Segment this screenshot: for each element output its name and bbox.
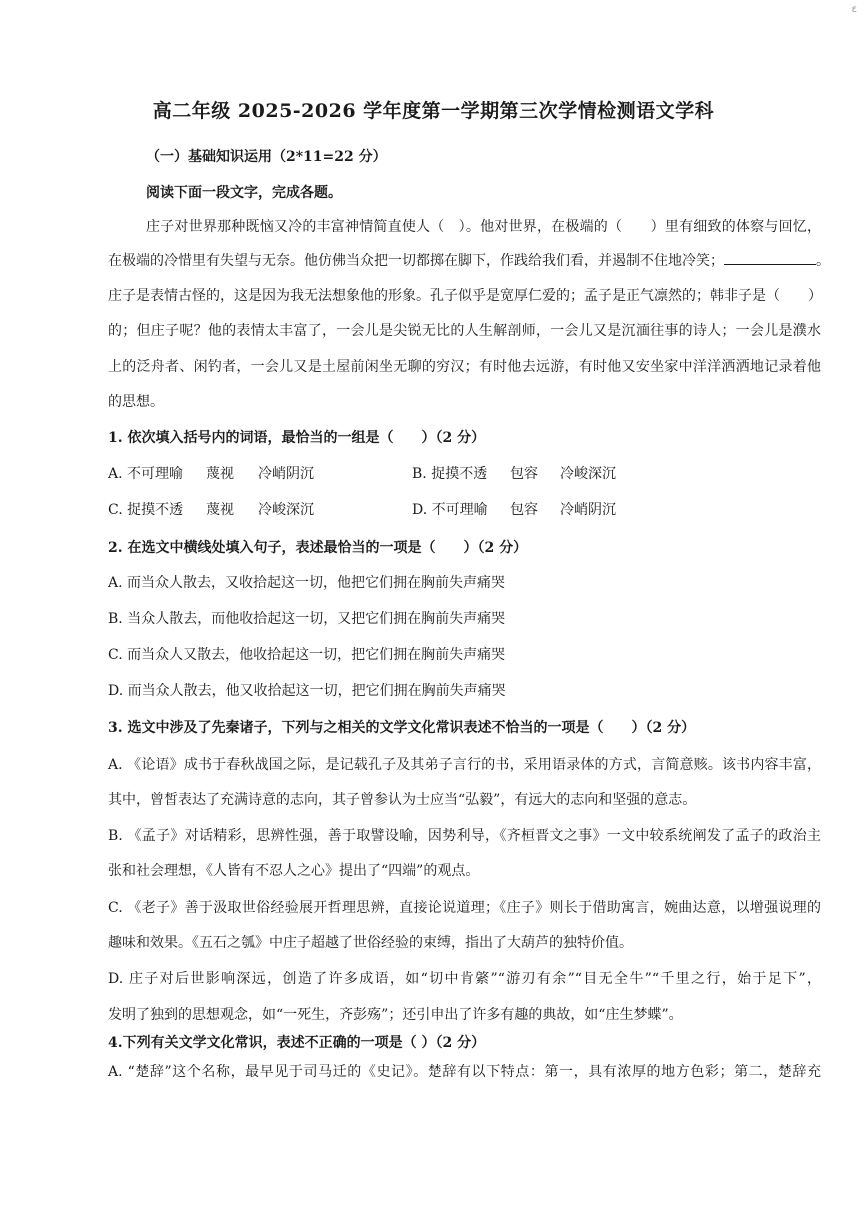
q3-option-a-line1: A. 《论语》成书于春秋战国之际，是记载孔子及其弟子言行的书，采用语录体的方式，言简意赅。该书内容丰富，: [108, 757, 821, 773]
q1-c-word3: 冷峻深沉: [258, 502, 314, 518]
reading-instruction: 阅读下面一段文字，完成各题。: [146, 185, 342, 201]
q1-a-word3: 冷峭阴沉: [258, 466, 314, 482]
q1-b-word3: 冷峻深沉: [560, 466, 616, 482]
q2-option-a: A. 而当众人散去，又收拾起这一切，他把它们拥在胸前失声痛哭: [108, 575, 506, 591]
q1-c-word1: C. 捉摸不透: [108, 502, 184, 518]
q1-a-word1: A. 不可理喻: [108, 466, 184, 482]
q1-a-word2: 蔑视: [206, 466, 234, 482]
section-heading: （一）基础知识运用（2*11=22 分）: [146, 149, 387, 165]
q1-c-word2: 蔑视: [206, 502, 234, 518]
q3-option-d-line2: 发明了独到的思想观念，如“一死生，齐彭殇”；还引申出了许多有趣的典故，如“庄生梦蝶”。: [108, 1007, 683, 1023]
passage-line-2-text: 在极端的冷惜里有失望与无奈。他仿佛当众把一切都掷在脚下，作践给我们看，并遏制不住地冷笑；: [108, 253, 724, 269]
q2-option-b: B. 当众人散去，而他收拾起这一切，又把它们拥在胸前失声痛哭: [108, 611, 506, 627]
passage-line-3: 庄子是表情古怪的，这是因为我无法想象他的形象。孔子似乎是宽厚仁爱的；孟子是正气凛然的；韩非子是（ ）: [108, 288, 822, 304]
q2-option-d: D. 而当众人散去，他又收拾起这一切，把它们拥在胸前失声痛哭: [108, 683, 506, 699]
fill-blank-line: [724, 252, 816, 265]
q3-option-b-line2: 张和社会理想，《人皆有不忍人之心》提出了“四端”的观点。: [108, 863, 480, 879]
passage-line-2: [108, 250, 830, 270]
q1-stem: 1. 依次填入括号内的词语，最恰当的一组是（ ）（2 分）: [108, 430, 486, 446]
q3-option-d-line1: D. 庄子对后世影响深远，创造了许多成语，如“切中肯綮”“游刃有余”“目无全牛”“千里之行，始于足下”，: [108, 971, 821, 987]
passage-line-6: 的思想。: [108, 394, 164, 410]
q3-option-c-line1: C. 《老子》善于汲取世俗经验展开哲理思辨，直接论说道理；《庄子》则长于借助寓言，婉曲达意，以增强说理的: [108, 900, 821, 916]
q2-option-c: C. 而当众人又散去，他收拾起这一切，把它们拥在胸前失声痛哭: [108, 647, 506, 663]
q4-option-a-line1: A. “楚辞”这个名称，最早见于司马迁的《史记》。楚辞有以下特点：第一，具有浓厚的地方色彩；第二，楚辞充: [108, 1064, 821, 1080]
q2-stem: 2. 在选文中横线处填入句子，表述最恰当的一项是（ ）（2 分）: [108, 540, 528, 556]
passage-line-2-end: 。: [816, 253, 830, 269]
exam-title: 高二年级 2025-2026 学年度第一学期第三次学情检测语文学科: [152, 100, 715, 122]
q1-d-word3: 冷峭阴沉: [560, 502, 616, 518]
q1-b-word1: B. 捉摸不透: [412, 466, 488, 482]
q1-d-word1: D. 不可理喻: [412, 502, 488, 518]
corner-mark: ε: [851, 4, 857, 15]
q1-d-word2: 包容: [510, 502, 538, 518]
passage-line-4: 的；但庄子呢？他的表情太丰富了，一会儿是尖锐无比的人生解剖师，一会儿又是沉湎往事的诗人；一会儿是濮水: [108, 323, 821, 339]
passage-line-1: 庄子对世界那种既恼又冷的丰富神情简直使人（ ）。他对世界，在极端的（ ）里有细致的体察与回忆，: [146, 219, 821, 235]
q3-option-b-line1: B. 《孟子》对话精彩，思辨性强，善于取譬设喻，因势利导，《齐桓晋文之事》一文中较系统阐发了孟子的政治主: [108, 828, 821, 844]
q3-stem: 3. 选文中涉及了先秦诸子，下列与之相关的文学文化常识表述不恰当的一项是（ ）（2 分）: [108, 720, 696, 736]
q3-option-c-line2: 趣味和效果。《五石之瓠》中庄子超越了世俗经验的束缚，指出了大葫芦的独特价值。: [108, 935, 633, 951]
q4-stem: 4.下列有关文学文化常识，表述不正确的一项是（ ）（2 分）: [108, 1035, 486, 1051]
q1-b-word2: 包容: [510, 466, 538, 482]
passage-line-5: 上的泛舟者、闲钓者，一会儿又是土屋前闲坐无聊的穷汉；有时他去远游，有时他又安坐家中洋洋洒洒地记录着他: [108, 359, 821, 375]
q3-option-a-line2: 其中，曾皙表达了充满诗意的志向，其子曾参认为士应当“弘毅”，有远大的志向和坚强的意志。: [108, 792, 697, 808]
